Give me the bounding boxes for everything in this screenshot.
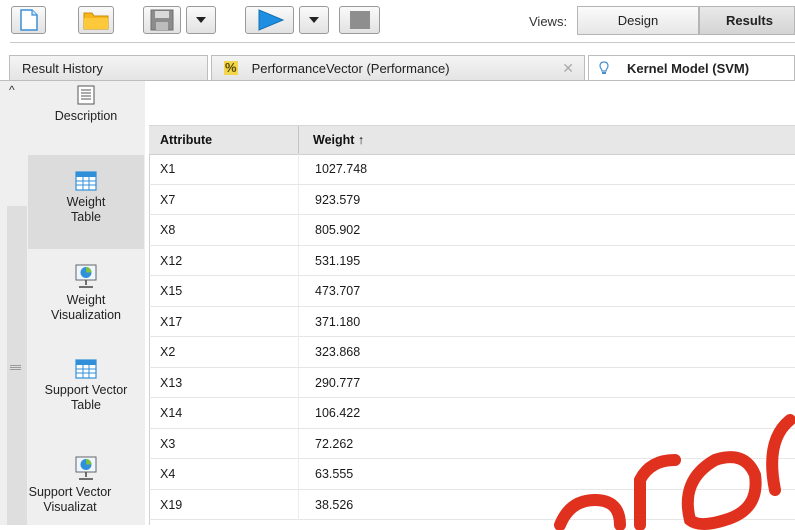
attribute-cell: X19 [160,497,183,512]
attribute-cell: X2 [160,345,176,359]
tab-label: Result History [22,60,103,76]
tab-label: Kernel Model (SVM) [627,60,750,76]
save-button[interactable] [143,6,181,34]
stop-icon [349,10,371,30]
open-button[interactable] [78,6,114,34]
sidebar-item-weight-table[interactable] [28,155,144,249]
attribute-cell: X15 [160,284,183,298]
tab-kernel-model[interactable] [588,55,795,81]
table-row[interactable] [149,398,795,429]
table-row[interactable] [149,276,795,307]
weight-cell: 531.195 [315,253,361,268]
attribute-cell: X1 [160,162,176,176]
table-row[interactable] [149,490,795,521]
table-row[interactable] [149,154,795,185]
column-divider [298,368,299,398]
run-button[interactable] [245,6,294,34]
column-divider [298,307,299,337]
table-row[interactable] [149,246,795,277]
design-view-button[interactable]: Design [577,6,699,35]
sidebar-item-label: Support Vector Table [44,383,128,412]
table-row[interactable] [149,459,795,490]
attribute-cell: X14 [160,406,183,420]
column-divider [298,398,299,428]
chevron-down-icon [309,17,319,23]
play-icon [255,9,285,31]
table-row[interactable] [149,368,795,399]
weight-cell: 923.579 [315,192,361,207]
run-dropdown-button[interactable] [299,6,329,34]
weight-cell: 805.902 [315,223,361,237]
sidebar-item-weight-visualization[interactable] [28,261,144,341]
weight-cell: 38.526 [315,497,354,512]
table-row[interactable] [149,215,795,246]
table-row[interactable] [149,185,795,216]
folder-icon [83,10,109,30]
weight-cell: 290.777 [315,375,361,390]
lightbulb-icon [599,61,609,75]
weight-cell: 63.555 [315,467,354,481]
attribute-cell: X12 [160,253,183,268]
sidebar-item-label: Description [54,109,118,123]
save-icon [150,9,174,31]
views-label: Views: [529,14,568,29]
column-divider [298,215,299,245]
weight-cell: 371.180 [315,314,361,329]
sidebar-item-label: Weight Visualization [51,293,121,322]
column-header-attribute[interactable]: Attribute [160,133,213,147]
save-dropdown-button[interactable] [186,6,216,34]
column-divider[interactable] [298,126,299,154]
attribute-cell: X13 [160,375,183,390]
column-divider [298,490,299,520]
table-row[interactable] [149,337,795,368]
tab-label: PerformanceVector (Performance) [251,60,450,76]
weight-cell: 72.262 [315,436,354,451]
close-icon[interactable]: ✕ [562,60,574,76]
column-header-weight[interactable]: Weight ↑ [313,133,365,147]
table-icon [75,171,97,191]
pie-chart-icon [74,455,98,481]
new-document-icon [20,9,38,31]
table-row[interactable] [149,429,795,460]
weight-cell: 473.707 [315,284,361,298]
table-body [149,154,795,520]
column-divider [298,337,299,367]
attribute-cell: X7 [160,192,176,207]
weight-cell: 1027.748 [315,162,368,176]
pie-chart-icon [74,263,98,289]
attribute-cell: X4 [160,467,176,481]
sidebar-item-label: Weight Table [66,195,106,224]
column-divider [298,154,299,184]
sidebar-resize-grip[interactable] [10,364,21,371]
sidebar-item-label: Support Vector Visualizat [28,485,112,514]
column-divider [298,459,299,489]
sidebar-item-description[interactable] [28,81,144,153]
attribute-cell: X8 [160,223,176,237]
table-header [149,125,795,155]
column-divider [298,276,299,306]
document-icon [77,85,95,105]
toolbar-divider [10,42,795,43]
table-icon [75,359,97,379]
tab-result-history[interactable] [9,55,208,81]
result-view-sidebar [0,81,145,525]
attribute-cell: X3 [160,436,176,451]
stop-button[interactable] [339,6,380,34]
sidebar-item-support-vector-table[interactable] [28,357,144,437]
chevron-down-icon [196,17,206,23]
main-toolbar [0,0,795,44]
attribute-cell: X17 [160,314,183,329]
new-process-button[interactable] [11,6,46,34]
scroll-up-icon[interactable]: ^ [9,83,15,97]
column-divider [298,246,299,276]
weight-cell: 323.868 [315,345,361,359]
results-view-button[interactable]: Results [699,6,795,35]
result-tabs [0,55,795,81]
tab-performance-vector[interactable] [211,55,585,81]
column-divider [298,185,299,215]
weight-cell: 106.422 [315,406,361,420]
table-row[interactable] [149,307,795,338]
sidebar-item-support-vector-visualization[interactable] [28,453,144,525]
percent-icon: % [225,60,237,75]
column-divider [298,429,299,459]
